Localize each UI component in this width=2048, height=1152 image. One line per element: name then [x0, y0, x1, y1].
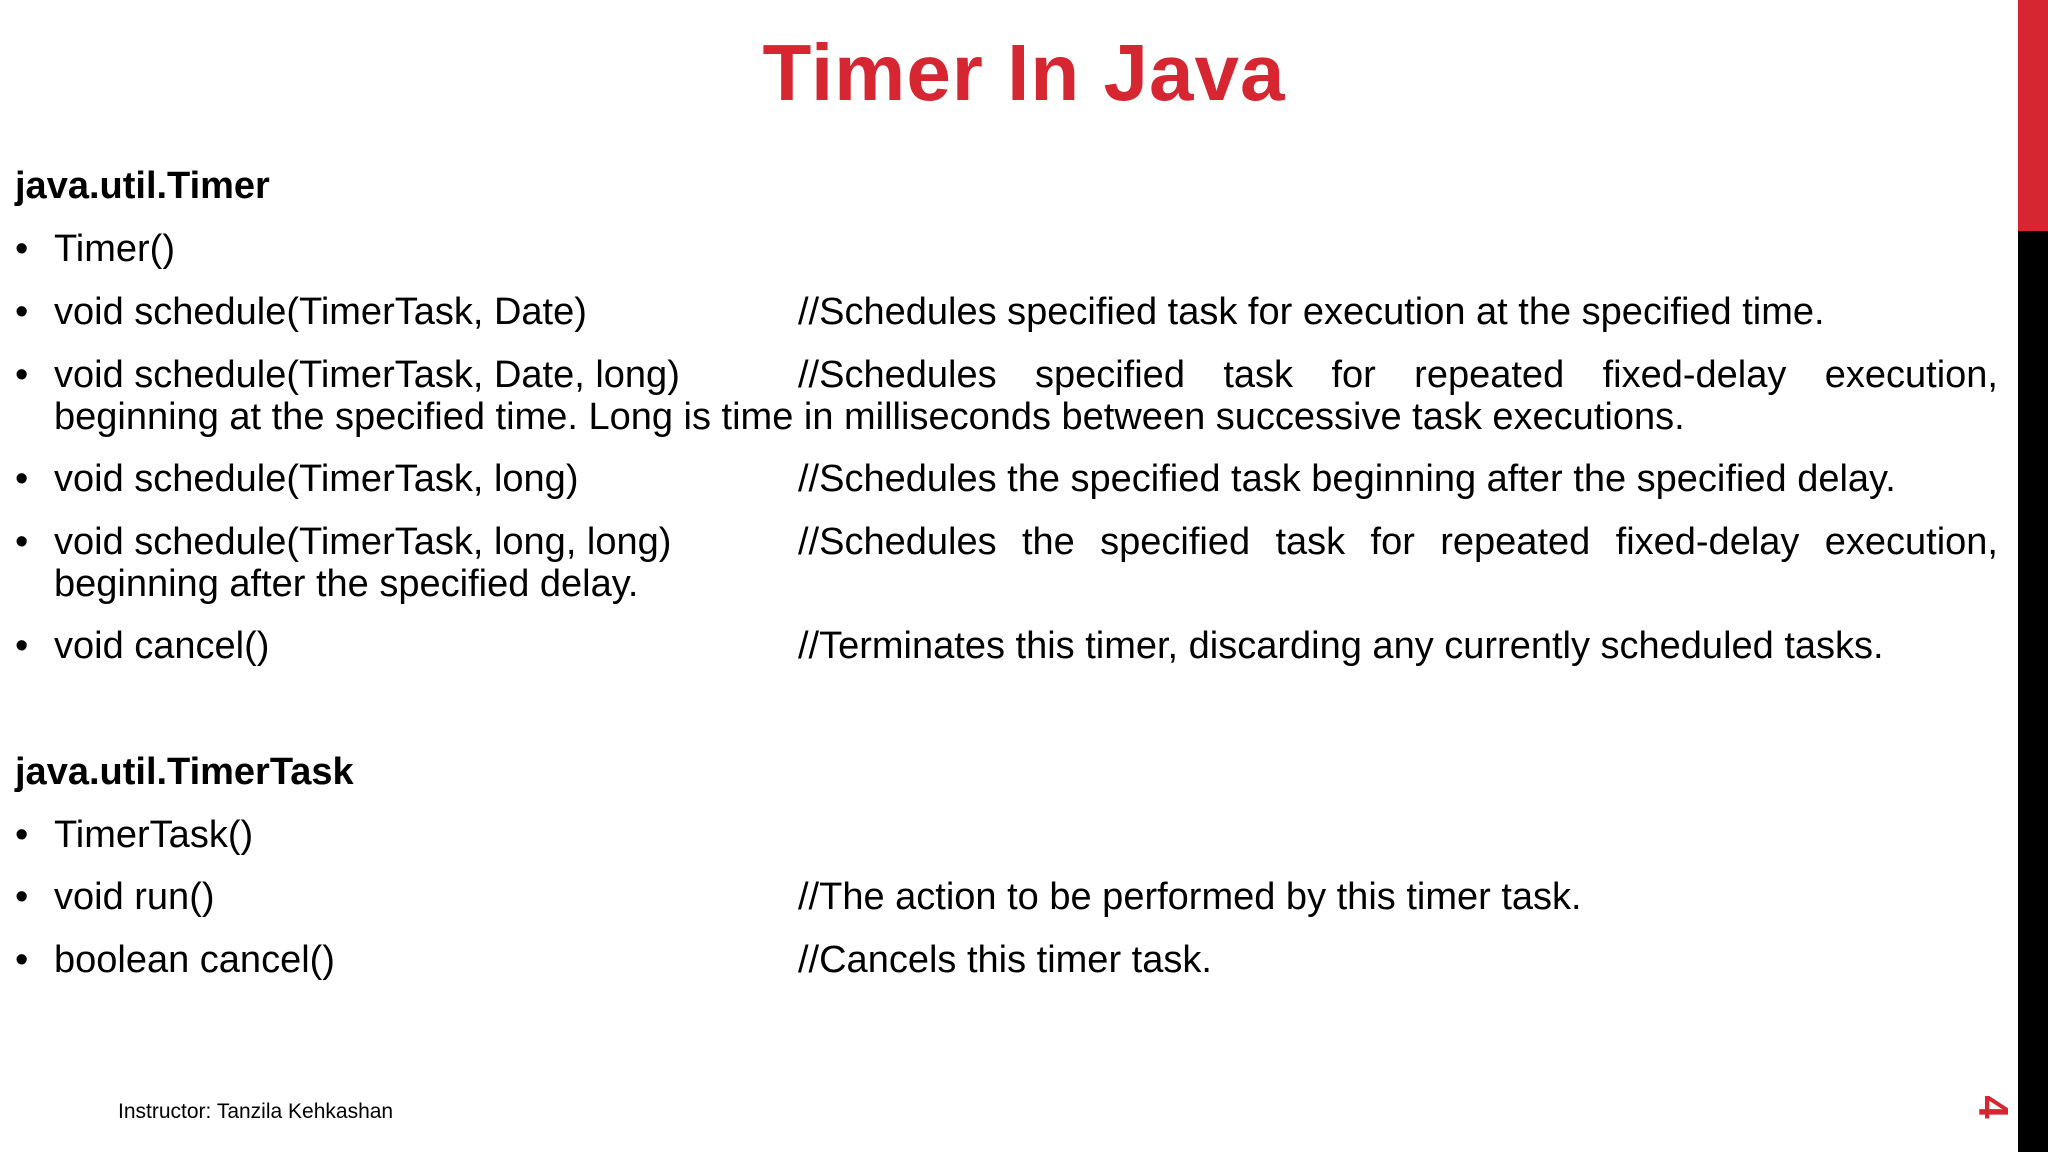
method-signature: boolean cancel()	[54, 939, 335, 981]
bullet: •	[15, 458, 29, 500]
list-item	[15, 291, 1998, 333]
bullet: •	[15, 876, 29, 918]
method-description-continuation: beginning at the specified time. Long is time in milliseconds between successive task executions.	[54, 396, 1685, 438]
list-item	[15, 228, 1998, 270]
method-signature: void run()	[54, 876, 215, 918]
method-signature: void schedule(TimerTask, long)	[54, 458, 579, 500]
bullet: •	[15, 228, 29, 270]
method-description: //Schedules specified task for execution at the specified time.	[798, 291, 1825, 333]
method-signature: void schedule(TimerTask, Date, long)	[54, 354, 680, 396]
method-description: //Schedules specified task for repeated fixed-delay execution,	[798, 354, 1998, 396]
slide-title: Timer In Java	[762, 28, 1286, 117]
list-item	[15, 876, 1998, 918]
list-item	[15, 458, 1998, 500]
bullet: •	[15, 521, 29, 563]
list-item	[15, 521, 1998, 605]
bullet: •	[15, 939, 29, 981]
list-item	[15, 814, 1998, 856]
method-description: //Terminates this timer, discarding any currently scheduled tasks.	[798, 625, 1884, 667]
side-bar-accent	[2018, 0, 2048, 231]
list-item	[15, 354, 1998, 438]
method-description-continuation: beginning after the specified delay.	[54, 563, 639, 605]
page-number: 4	[1970, 1095, 2017, 1119]
bullet: •	[15, 814, 29, 856]
section-heading-timer: java.util.Timer	[15, 165, 270, 207]
method-description: //Schedules the specified task for repeated fixed-delay execution,	[798, 521, 1998, 563]
method-description: //The action to be performed by this timer task.	[798, 876, 1582, 918]
list-item	[15, 939, 1998, 981]
bullet: •	[15, 291, 29, 333]
list-item	[15, 625, 1998, 667]
section-heading-timertask: java.util.TimerTask	[15, 751, 354, 793]
bullet: •	[15, 354, 29, 396]
method-description: //Schedules the specified task beginning after the specified delay.	[798, 458, 1896, 500]
method-description: //Cancels this timer task.	[798, 939, 1212, 981]
footer-instructor: Instructor: Tanzila Kehkashan	[118, 1100, 394, 1123]
method-signature: void cancel()	[54, 625, 270, 667]
method-signature: TimerTask()	[54, 814, 254, 856]
method-signature: Timer()	[54, 228, 175, 270]
bullet: •	[15, 625, 29, 667]
method-signature: void schedule(TimerTask, Date)	[54, 291, 587, 333]
method-signature: void schedule(TimerTask, long, long)	[54, 521, 672, 563]
